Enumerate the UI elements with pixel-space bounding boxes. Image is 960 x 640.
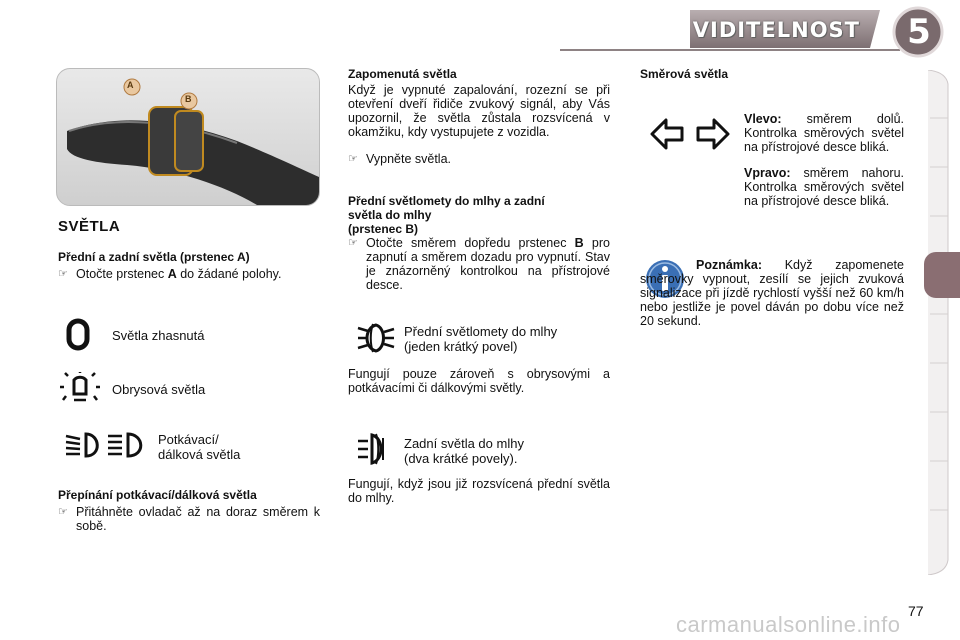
side-lights-icon [60,372,100,404]
lights-off-icon [64,318,94,352]
indicators-heading: Směrová světla [640,67,729,81]
fog-bullet: ☞ Otočte směrem dopředu prstenec B pro zapnutí a směrem dozadu pro vypnutí. Stav je znázorněný kontrolkou na přístrojové desce. [348,236,610,292]
page-number: 77 [908,603,924,619]
stalk-label-b: B [185,94,192,104]
hand-pointer-icon: ☞ [58,506,68,518]
stalk-image [56,68,320,206]
indicator-left-text: Vlevo: směrem dolů. Kontrolka směrových světel na přístrojové desce bliká. [744,112,904,154]
stalk-label-a: A [127,80,134,90]
dipped-main-beam-icon [62,430,152,460]
front-fog-label: Přední světlomety do mlhy (jeden krátký povel) [404,324,558,354]
indicator-arrows-icon [648,114,732,154]
forgotten-text: Když je vypnuté zapalování, rozezní se při otevření dveří řidiče zvukový signál, aby Vás upozornil, že světla zůstala rozsvícená v okamžiku, kdy vystupujete z vozidla. [348,83,610,139]
rear-fog-label: Zadní světla do mlhy (dva krátké povely). [404,436,524,466]
dipped-main-label: Potkávací/ dálková světla [158,432,241,462]
fog-heading: Přední světlomety do mlhy a zadní světla do mlhy (prstenec B) [348,194,545,236]
front-fog-icon [356,322,396,354]
forgotten-heading: Zapomenutá světla [348,67,457,81]
hand-pointer-icon: ☞ [348,153,358,165]
hand-pointer-icon: ☞ [348,237,358,249]
section-title: SVĚTLA [58,218,121,235]
front-rear-bullet: ☞ Otočte prstenec A do žádané polohy. [58,267,282,281]
lights-off-label: Světla zhasnutá [112,328,205,343]
watermark: carmanualsonline.info [676,612,901,637]
side-lights-label: Obrysová světla [112,382,206,397]
chapter-tabs [928,70,950,575]
chapter-title: VIDITELNOST [692,18,860,42]
rear-fog-icon [356,432,392,466]
active-chapter-tab[interactable] [924,252,960,298]
note-text: Poznámka: Když zapomenete směrovky vypnout, zesílí se jejich zvuková signalizace při jízdě rychlostí vyšší než 60 km/h nebo jestliže je povel dáván po dobu více než 20 sekund. [640,258,904,328]
forgotten-bullet: ☞ Vypněte světla. [348,152,452,166]
switch-heading: Přepínání potkávací/dálková světla [58,488,257,502]
chapter-number: 5 [907,12,931,52]
light-stalk-icon [57,69,319,205]
switch-bullet: ☞ Přitáhněte ovladač až na doraz směrem k sobě. [58,505,320,533]
front-rear-heading: Přední a zadní světla (prstenec A) [58,250,250,264]
rear-fog-text: Fungují, když jsou již rozsvícená přední světla do mlhy. [348,477,610,505]
hand-pointer-icon: ☞ [58,268,68,280]
indicator-right-text: Vpravo: směrem nahoru. Kontrolka směrových světel na přístrojové desce bliká. [744,166,904,208]
front-fog-text: Fungují pouze zároveň s obrysovými a potkávacími či dálkovými světly. [348,367,610,395]
